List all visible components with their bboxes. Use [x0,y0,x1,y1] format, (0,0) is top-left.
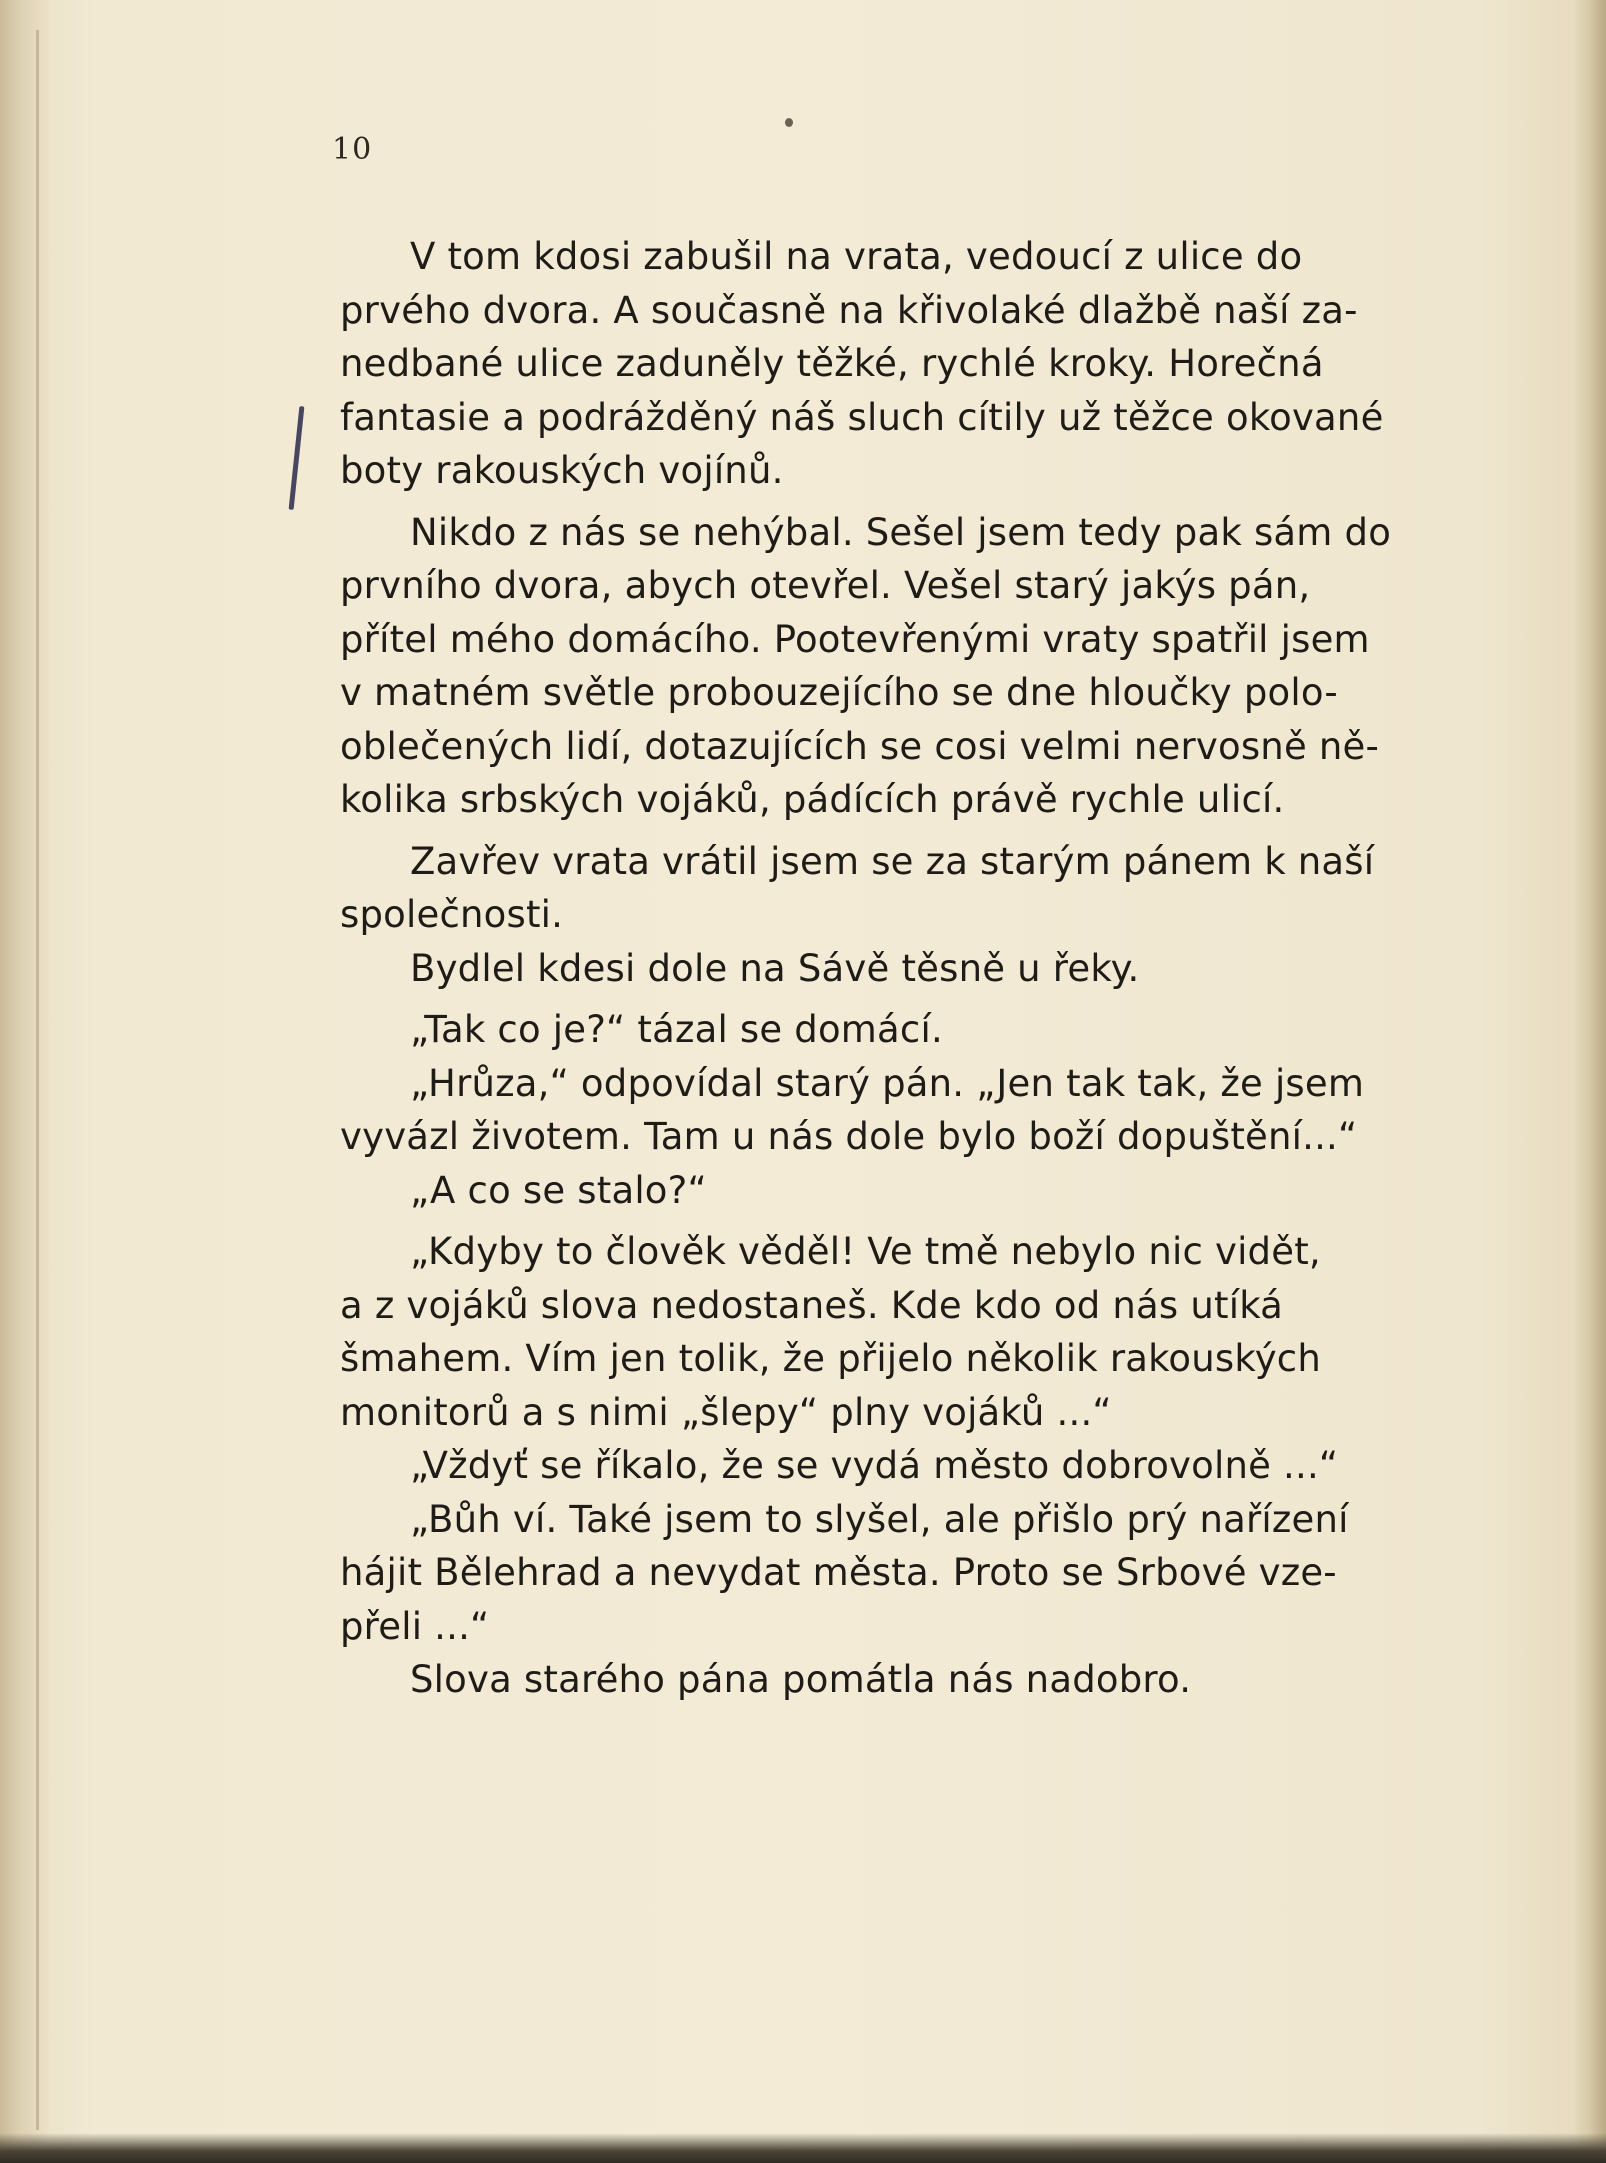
binding-line [36,30,39,2130]
text-line: „Kdyby to člověk věděl! Ve tmě nebylo nic vidět, [410,1230,1321,1273]
body-text [340,230,1390,1707]
text-line: „Tak co je?“ tázal se domácí. [410,1008,943,1051]
text-line: vyvázl životem. Tam u nás dole bylo boží dopuštění...“ [340,1115,1358,1158]
text-line: Nikdo z nás se nehýbal. Sešel jsem tedy pak sám do [410,510,1392,554]
text-line: boty rakouských vojínů. [340,449,784,492]
text-line: nedbané ulice zaduněly těžké, rychlé kroky. Horečná [340,342,1324,385]
text-line: „Hrůza,“ odpovídal starý pán. „Jen tak tak, že jsem [410,1061,1365,1105]
text-line: Bydlel kdesi dole na Sávě těsně u řeky. [410,946,1140,990]
text-line: kolika srbských vojáků, pádících právě rychle ulicí. [340,778,1285,821]
text-line: oblečených lidí, dotazujících se cosi velmi nervosně ně- [340,724,1380,768]
text-line: přítel mého domácího. Pootevřenými vraty spatřil jsem [340,617,1370,661]
page-edge-right [1574,0,1606,2163]
text-line: Zavřev vrata vrátil jsem se za starým pánem k naší [410,839,1375,883]
text-line: Slova starého pána pomátla nás nadobro. [410,1658,1192,1701]
text-line: prvního dvora, abych otevřel. Vešel starý jakýs pán, [340,564,1311,607]
text-line: prvého dvora. A současně na křivolaké dlažbě naší za- [340,288,1358,332]
text-line: V tom kdosi zabušil na vrata, vedoucí z ulice do [410,235,1303,278]
spine-shadow [0,0,50,2163]
text-line: společnosti. [340,893,564,936]
text-line: fantasie a podrážděný náš sluch cítily už těžce okované [340,395,1384,439]
ink-speck [785,118,793,127]
text-line: hájit Bělehrad a nevydat města. Proto se Srbové vze- [340,1551,1337,1594]
text-line: „Vždyť se říkalo, že se vydá město dobrovolně ...“ [410,1444,1339,1487]
text-line: šmahem. Vím jen tolik, že přijelo několik rakouských [340,1337,1321,1380]
page-number: 10 [332,132,373,167]
text-line: „Bůh ví. Také jsem to slyšel, ale přišlo prý nařízení [410,1497,1349,1541]
text-line: přeli ...“ [340,1604,490,1648]
text-line: monitorů a s nimi „šlepy“ plny vojáků ...“ [340,1390,1112,1434]
pen-mark [289,406,305,510]
text-line: v matném světle probouzejícího se dne hloučky polo- [340,671,1338,714]
page-edge-bottom [0,2133,1606,2163]
text-line: a z vojáků slova nedostaneš. Kde kdo od nás utíká [340,1283,1284,1327]
text-line: „A co se stalo?“ [410,1168,707,1212]
